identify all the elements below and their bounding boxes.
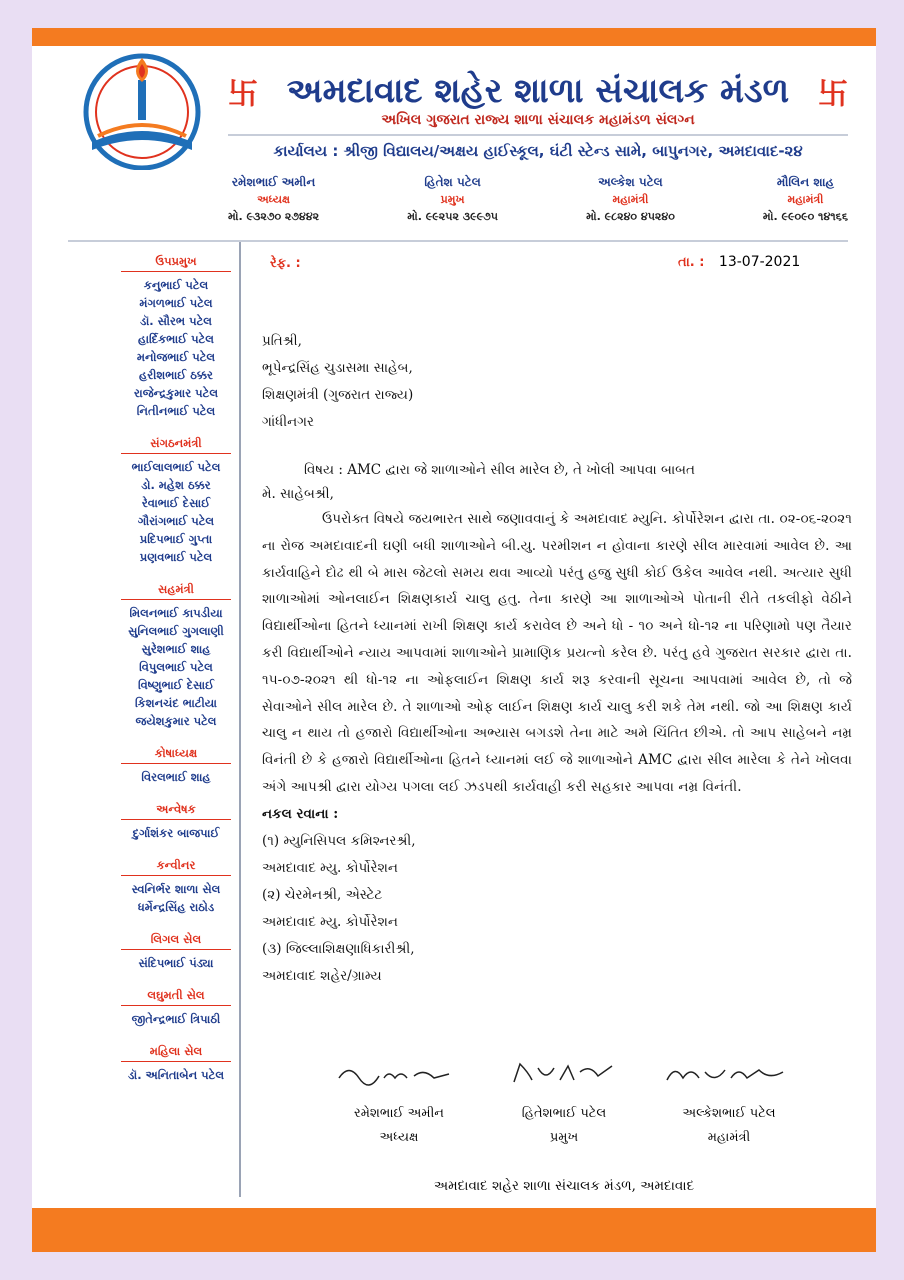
sidebar-divider (239, 242, 241, 1197)
address-line: શિક્ષણમંત્રી (ગુજરાત રાજ્ય) (262, 387, 414, 403)
sidebar-heading: મહિલા સેલ (121, 1044, 231, 1062)
copy-line: (૧) મ્યુનિસિપલ કમિશ્નરશ્રી, (262, 832, 416, 849)
sidebar-member: મનોજભાઈ પટેલ (136, 350, 216, 364)
signatory (654, 1058, 804, 1150)
copy-line: અમદાવાદ શહેર/ગ્રામ્ય (262, 967, 382, 984)
officer-role: પ્રમુખ (440, 193, 465, 206)
sidebar-member: રાજેન્દ્રકુમાર પટેલ (133, 386, 219, 400)
organization-logo (62, 50, 222, 170)
sidebar-heading: સંગઠનમંત્રી (121, 436, 231, 454)
officer-name: હિતેશ પટેલ (424, 175, 481, 189)
signatory-name: અલ્કેશભાઈ પટેલ (682, 1106, 776, 1121)
sidebar-member: ગૌરાંગભાઈ પટેલ (137, 514, 215, 528)
sidebar-member: મિલનભાઈ કાપડીયા (129, 606, 223, 620)
sidebar-section (116, 582, 236, 730)
sidebar-section (116, 1044, 236, 1084)
reference-label: રેફ. : (270, 256, 301, 271)
organization-title (228, 66, 848, 116)
signatory-name: રમેશભાઈ અમીન (354, 1106, 444, 1121)
handwritten-signature (329, 1058, 469, 1088)
footer-organization: અમદાવાદ શહેર શાળા સંચાલક મંડળ, અમદાવાદ (433, 1178, 695, 1194)
signature-block (324, 1058, 804, 1150)
letter-body (262, 328, 852, 990)
sidebar-member: સંદિપભાઈ પંડ્યા (138, 956, 214, 970)
sidebar-heading: કન્વીનર (121, 858, 231, 876)
sidebar-member: મંગળભાઈ પટેલ (139, 296, 213, 310)
date-value: 13-07-2021 (718, 254, 801, 270)
sidebar-heading: અન્વેષક (121, 802, 231, 820)
swastik-symbol-right: 卐 (818, 77, 848, 112)
sidebar-member: જીતેન્દ્રભાઈ ત્રિપાઠી (131, 1012, 221, 1026)
sidebar-member: દુર્ગાશંકર બાજપાઈ (132, 826, 220, 840)
letter-subject: વિષય : AMC દ્વારા જે શાળાઓને સીલ મારેલ છે, તે ખોલી આપવા બાબત (304, 462, 695, 478)
officer-card (407, 174, 498, 232)
sidebar-section (116, 988, 236, 1028)
sidebar-heading: સહમંત્રી (121, 582, 231, 600)
officer-card (228, 174, 319, 232)
officer-phone: મો. ૯૩૨૭૦ ૨૭૪૪૨ (228, 210, 320, 223)
sidebar-section (116, 746, 236, 786)
copy-line: અમદાવાદ મ્યુ. કોર્પોરેશન (262, 913, 398, 930)
sidebar-member: સુનિલભાઈ ગુગલાણી (128, 624, 224, 638)
officer-role: મહામંત્રી (612, 193, 649, 206)
address-line: ગાંધીનગર (262, 414, 315, 430)
sidebar-member: કિશનચંદ ભાટીયા (134, 696, 218, 710)
officer-phone: મો. ૯૯૨૫૨ ૩૯૯૭૫ (407, 210, 498, 223)
letterhead-page (32, 28, 876, 1252)
officer-list (228, 174, 848, 232)
sidebar-heading: લઘુમતી સેલ (121, 988, 231, 1006)
sidebar-heading: લિગલ સેલ (121, 932, 231, 950)
signatory-role: અધ્યક્ષ (379, 1130, 419, 1145)
copy-to-heading: નકલ રવાના : (262, 805, 339, 822)
officer-name: મૌલિન શાહ (776, 175, 835, 189)
sidebar-member: હરીશભાઈ ઠક્કર (139, 368, 213, 382)
signatory (489, 1058, 639, 1150)
copy-to-section (262, 801, 852, 990)
sidebar-member: વિષ્ણુભાઈ દેસાઈ (137, 678, 215, 692)
sidebar-member: રેવાભાઈ દેસાઈ (141, 496, 211, 510)
sidebar-section (116, 932, 236, 972)
date-label: તા. : (678, 255, 705, 270)
sidebar-heading: ઉપપ્રમુખ (121, 254, 231, 272)
salutation: મે. સાહેબશ્રી, (262, 486, 334, 502)
header-divider (228, 134, 848, 136)
copy-line: અમદાવાદ મ્યુ. કોર્પોરેશન (262, 859, 398, 876)
officer-name: રમેશભાઈ અમીન (231, 175, 316, 189)
sidebar-member: હાર્દિકભાઈ પટેલ (138, 332, 214, 346)
officer-role: મહામંત્રી (787, 193, 824, 206)
copy-line: (૩) જિલ્લાશિક્ષણાધિકારીશ્રી, (262, 940, 415, 957)
sidebar-member: વિપુલભાઈ પટેલ (139, 660, 213, 674)
sidebar-member: સુરેશભાઈ શાહ (141, 642, 211, 656)
sidebar-section (116, 802, 236, 842)
sidebar-member: ભાઈલાલભાઈ પટેલ (131, 460, 221, 474)
letter-date (678, 254, 800, 270)
sidebar-member: ડો. મહેશ ઠક્કર (141, 478, 211, 492)
officer-phone: મો. ૯૯૦૯૦ ૧૪૧૬૬ (762, 210, 848, 223)
letter-paragraph: ઉપરોક્ત વિષયે જયભારત સાથે જણાવવાનું કે અમદાવાદ મ્યુનિ. કોર્પોરેશન દ્વારા તા. ૦૨-૦૬-૨૦૨૧ ના રોજ અમદાવાદની ઘણી બધી શાળાઓને બી.યુ. પરમીશન ન હોવાના કારણે સીલ મારવામાં આવેલ છે. આ કાર્યવાહિને દોઢ થી બે માસ જેટલો સમય થવા આવ્યો પરંતુ હજુ સુધી કોઈ ઉકેલ આવેલ નથી. અત્યાર સુધી શાળાઓમાં ઓનલાઈન શિક્ષણકાર્ય ચાલુ હતુ. તેના કારણે આ શાળાઓએ પોતાની રીતે તકલીફો વેઠીને વિદ્યાર્થીઓના હિતને ધ્યાનમાં રાખી શિક્ષણ કાર્ય કરાવેલ છે અને ધો - ૧૦ અને ધો-૧૨ ના પરિણામો પણ તૈયાર કરી વિદ્યાર્થીઓને ન્યાય આપવામાં શાળાઓને પ્રામાણિક પ્રયત્નો કરેલ છે. પરંતુ હવે ગુજરાત સરકાર દ્વારા તા. ૧૫-૦૭-૨૦૨૧ થી ધો-૧૨ ના ઓફલાઈન શિક્ષણ કાર્ય શરૂ કરવાની સૂચના આપવામાં આવેલ છે, તો જે સેવાઓને સીલ મારેલ છે. તે શાળાઓ ઓફ લાઈન શિક્ષણ કાર્ય ચાલુ કરી શકે તેમ નથી. જો આ શિક્ષણ કાર્ય ચાલુ ન થાય તો હજારો વિદ્યાર્થીઓના અભ્યાસ બગડશે તેના માટે અમે ચિંતિત છીએ. તો આપ સાહેબને નમ્ર વિનંતી છે કે હજારો વિદ્યાર્થીઓના હિતને ધ્યાનમાં લઈ જે શાળાઓને AMC દ્વારા સીલ મારેલા કે તેને ખોલવા અંગે આપશ્રી દ્વારા યોગ્ય પગલા લઈ ઝડપથી કાર્યવાહી કરી સહકાર આપવા નમ્ર વિનંતી. (262, 511, 852, 795)
bottom-orange-band (32, 1208, 876, 1252)
signatory-role: મહામંત્રી (707, 1130, 751, 1145)
officer-name: અલ્કેશ પટેલ (598, 175, 663, 189)
sidebar-member: ધર્મેન્દ્રસિંહ રાઠોડ (137, 900, 215, 914)
sidebar-member: વિરલભાઈ શાહ (141, 770, 211, 784)
sidebar-member: સ્વનિર્ભર શાળા સેલ (131, 882, 221, 896)
title-text: અમદાવાદ શહેર શાળા સંચાલક મંડળ (286, 71, 790, 111)
sidebar-section (116, 858, 236, 916)
sidebar-member: પ્રણવભાઈ પટેલ (139, 550, 213, 564)
committee-sidebar (116, 254, 236, 1100)
handwritten-signature (494, 1058, 634, 1088)
sidebar-member: કનુભાઈ પટેલ (143, 278, 209, 292)
sidebar-member: જયેશકુમાર પટેલ (135, 714, 217, 728)
copy-line: (૨) ચેરમેનશ્રી, એસ્ટેટ (262, 886, 383, 903)
officer-role: અધ્યક્ષ (257, 193, 291, 206)
sidebar-member: ડૉ. અનિતાબેન પટેલ (127, 1068, 225, 1082)
sidebar-section (116, 254, 236, 420)
top-orange-band (32, 28, 876, 46)
address-line: પ્રતિશ્રી, (262, 333, 302, 349)
signatory (324, 1058, 474, 1150)
office-address: કાર્યાલય : શ્રીજી વિદ્યાલય/અક્ષય હાઈસ્કૂલ, ઘંટી સ્ટેન્ડ સામે, બાપુનગર, અમદાવાદ-૨૪ (273, 142, 803, 160)
signatory-name: હિતેશભાઈ પટેલ (521, 1106, 607, 1121)
officer-phone: મો. ૯૮૨૪૦ ૪૫૨૪૦ (586, 210, 675, 223)
sidebar-heading: કોષાધ્યક્ષ (121, 746, 231, 764)
handwritten-signature (659, 1058, 799, 1088)
swastik-symbol-left: 卐 (228, 77, 258, 112)
sidebar-member: નિતીનભાઈ પટેલ (136, 404, 216, 418)
officer-card (586, 174, 675, 232)
affiliation-subtitle: અખિલ ગુજરાત રાજ્ય શાળા સંચાલક મહામંડળ સંલગ્ન (381, 112, 695, 128)
sidebar-member: પ્રદિપભાઈ ગુપ્તા (139, 532, 213, 546)
recipient-address (262, 328, 852, 436)
sidebar-section (116, 436, 236, 566)
officer-card (763, 174, 848, 232)
address-line: ભૂપેન્દ્રસિંહ ચુડાસમા સાહેબ, (262, 360, 413, 376)
signatory-role: પ્રમુખ (549, 1130, 579, 1145)
letterhead-divider (68, 240, 848, 242)
sidebar-member: ડૉ. સૌરભ પટેલ (140, 314, 212, 328)
